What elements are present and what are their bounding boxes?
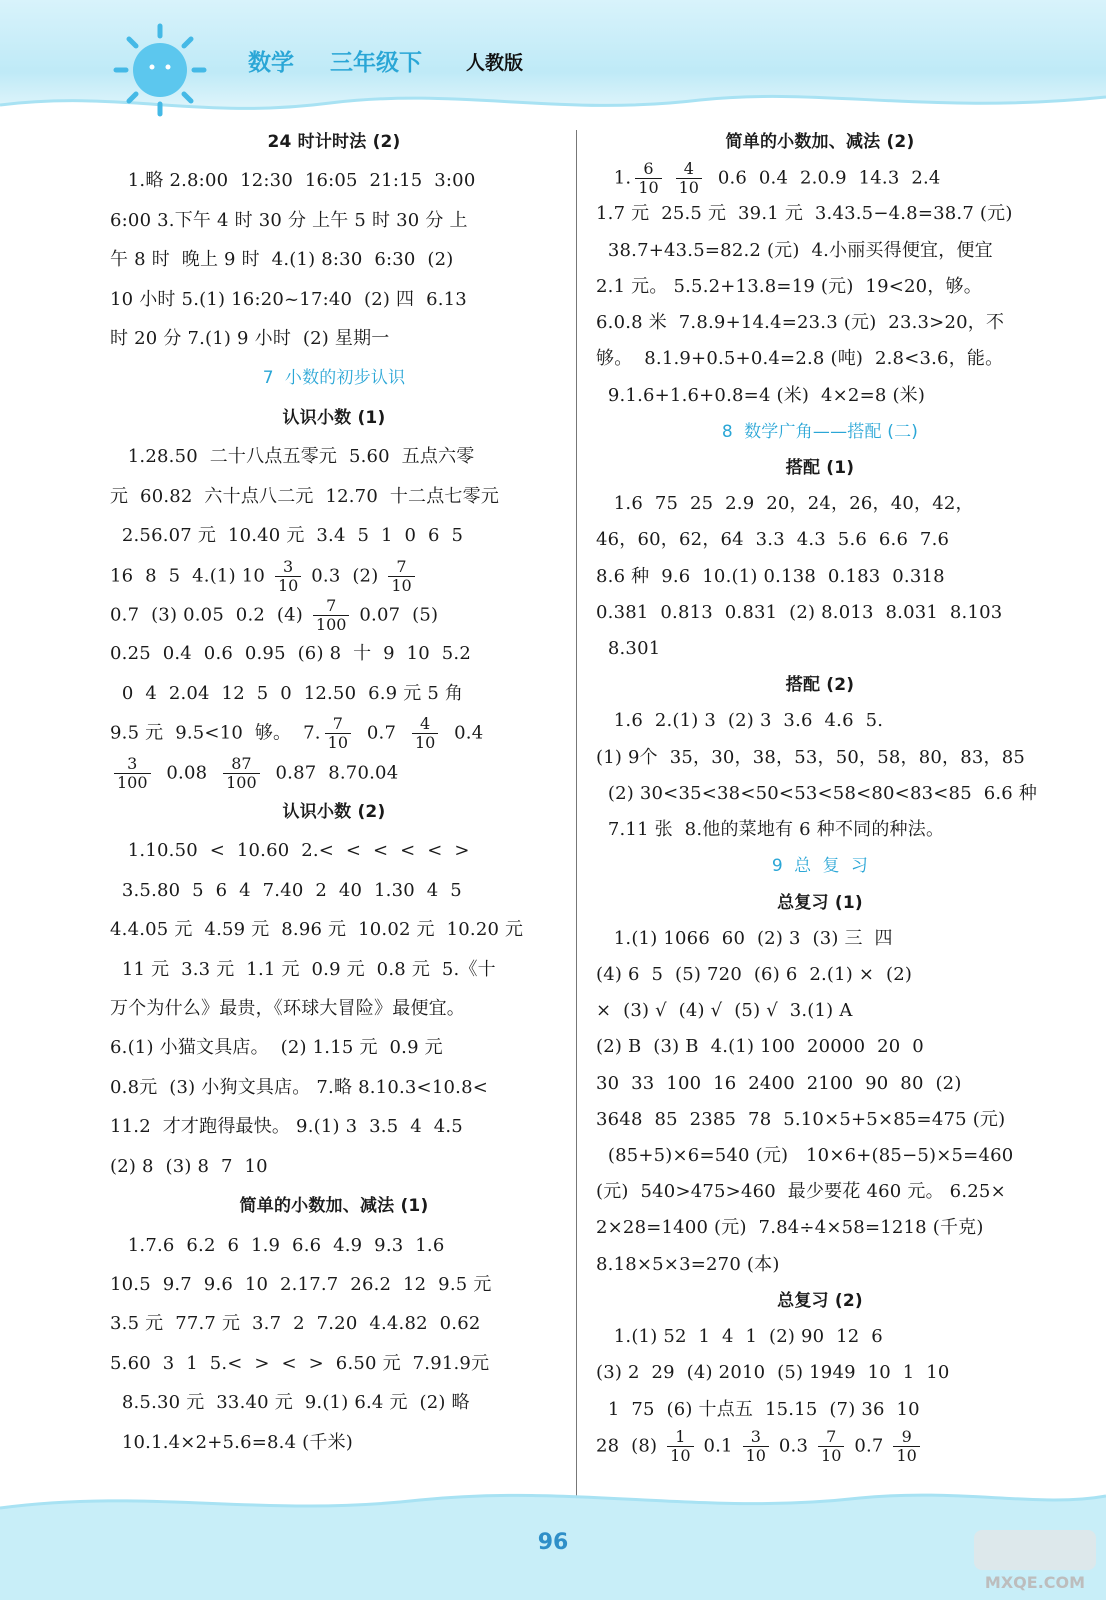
answer-line: 10.1.4×2+5.6=8.4 (千米) (110, 1432, 354, 1453)
answer-line: 10.5 9.7 9.6 10 2.17.7 26.2 12 9.5 元 (110, 1274, 492, 1295)
fraction: $\frac{3}{10}$ (743, 1428, 769, 1465)
answer-line: 0.381 0.813 0.831 (2) 8.013 8.031 8.103 (596, 602, 1003, 623)
sun-icon (112, 22, 208, 118)
section-heading: 9 总 复 习 (771, 856, 869, 876)
answer-line: 28 (8) $\frac{1}{10}$ 0.1 $\frac{3}{10}$ 0.3 $\frac{7}{10}$ 0.7 $\frac{9}{10}$ (596, 1428, 1044, 1465)
answer-line: 1.6 2.(1) 3 (2) 3 3.6 4.6 5. (596, 710, 884, 731)
answer-line: 16 8 5 4.(1) 10 $\frac{3}{10}$ 0.3 (2) $\frac{7}{10}$ (110, 558, 558, 595)
answer-line: 6.(1) 小猫文具店。 (2) 1.15 元 0.9 元 (110, 1037, 443, 1058)
section-heading: 24 时计时法 (2) (267, 132, 401, 152)
section-heading: 总复习 (1) (777, 893, 863, 913)
fraction: $\frac{1}{10}$ (667, 1428, 693, 1465)
page-number: 96 (537, 1530, 569, 1555)
answer-line: 11.2 才才跑得最快。 9.(1) 3 3.5 4 4.5 (110, 1116, 463, 1137)
section-heading: 总复习 (2) (777, 1291, 863, 1311)
answer-line: (1) 9个 35，30，38，53，50，58，80，83，85 (596, 747, 1026, 768)
answer-line: (元) 540>475>460 最少要花 460 元。 6.25× (596, 1181, 1006, 1202)
answer-line: 时 20 分 7.(1) 9 小时 (2) 星期一 (110, 328, 390, 349)
answer-line: 3.5 元 77.7 元 3.7 2 7.20 4.4.82 0.62 (110, 1313, 481, 1334)
fraction: $\frac{7}{10}$ (818, 1428, 844, 1465)
answer-line: 1.(1) 1066 60 (2) 3 (3) 三 四 (596, 928, 893, 949)
section-heading: 7 小数的初步认识 (262, 368, 406, 388)
fraction: $\frac{7}{10}$ (388, 558, 414, 595)
fraction: $\frac{4}{10}$ (412, 715, 438, 752)
subject-title: 数学 (248, 50, 294, 76)
answer-line: 46，60，62，64 3.3 4.3 5.6 6.6 7.6 (596, 529, 950, 550)
section-heading: 简单的小数加、减法 (1) (239, 1196, 429, 1216)
answer-line: 午 8 时 晚上 9 时 4.(1) 8:30 6:30 (2) (110, 249, 454, 270)
answer-line: 万个为什么》最贵，《环球大冒险》最便宜。 (110, 998, 465, 1019)
section-heading: 搭配 (2) (785, 675, 855, 695)
answer-line: × (3) √ (4) √ (5) √ 3.(1) A (596, 1000, 853, 1021)
fraction: $\frac{7}{100}$ (313, 597, 350, 634)
section-heading: 简单的小数加、减法 (2) (725, 132, 915, 152)
answer-line: 元 60.82 六十点八二元 12.70 十二点七零元 (110, 486, 500, 507)
fraction: $\frac{87}{100}$ (223, 755, 260, 792)
answer-line: (2) B (3) B 4.(1) 100 20000 20 0 (596, 1036, 924, 1057)
answer-line: 3648 85 2385 78 5.10×5+5×85=475 (元) (596, 1109, 1006, 1130)
answer-line: 1.(1) 52 1 4 1 (2) 90 12 6 (596, 1326, 883, 1347)
answer-line: 1.28.50 二十八点五零元 5.60 五点六零 (110, 446, 475, 467)
page-header (0, 0, 1106, 120)
answer-line: 够。 8.1.9+0.5+0.4=2.8 (吨) 2.8<3.6，能。 (596, 348, 1004, 369)
fraction: $\frac{9}{10}$ (893, 1428, 919, 1465)
answer-line: 2.1 元。 5.5.2+13.8=19 (元) 19<20，够。 (596, 276, 982, 297)
answer-line: (3) 2 29 (4) 2010 (5) 1949 10 1 10 (596, 1362, 950, 1383)
answer-line: 2×28=1400 (元) 7.84÷4×58=1218 (千克) (596, 1217, 984, 1238)
answer-line: 0 4 2.04 12 5 0 12.50 6.9 元 5 角 (110, 683, 464, 704)
section-heading: 搭配 (1) (785, 458, 855, 478)
answer-line: 8.6 种 9.6 10.(1) 0.138 0.183 0.318 (596, 566, 945, 587)
answer-line: 11 元 3.3 元 1.1 元 0.9 元 0.8 元 5.《十 (110, 959, 496, 980)
answer-line: 9.5 元 9.5<10 够。 7. $\frac{7}{10}$ 0.7 $\frac{4}{10}$ 0.4 (110, 714, 484, 752)
answer-line: 9.1.6+1.6+0.8=4 (米) 4×2=8 (米) (596, 385, 926, 406)
answer-line: 8.18×5×3=270 (本) (596, 1254, 780, 1275)
answer-line: (2) 30<35<38<50<53<58<80<83<85 6.6 种 (596, 783, 1038, 804)
fraction: $\frac{3}{100}$ (114, 755, 151, 792)
section-heading: 认识小数 (2) (282, 802, 386, 822)
answer-line: 10 小时 5.(1) 16:20~17:40 (2) 四 6.13 (110, 289, 467, 310)
column-divider (576, 130, 577, 1498)
fraction: $\frac{3}{10}$ (275, 558, 301, 595)
answer-line: 8.301 (596, 638, 661, 659)
fraction: $\frac{4}{10}$ (676, 160, 702, 197)
answer-line: 38.7+43.5=82.2 (元) 4.小丽买得便宜，便宜 (596, 240, 993, 261)
answer-line: 1 75 (6) 十点五 15.15 (7) 36 10 (596, 1399, 920, 1420)
answer-line: 0.25 0.4 0.6 0.95 (6) 8 十 9 10 5.2 (110, 643, 472, 664)
answer-line: 30 33 100 16 2400 2100 90 80 (2) (596, 1073, 962, 1094)
answer-line: (85+5)×6=540 (元) 10×6+(85−5)×5=460 (596, 1145, 1014, 1166)
edition-label: 人教版 (466, 52, 524, 74)
answer-line: 1. $\frac{6}{10}$ $\frac{4}{10}$ 0.6 0.4 2.0.9 14.3 2.4 (596, 159, 941, 197)
watermark-text: MXQE.COM (984, 1573, 1086, 1592)
answer-line: 2.56.07 元 10.40 元 3.4 5 1 0 6 5 (110, 525, 464, 546)
answer-line: 1.10.50 < 10.60 2.< < < < < > (110, 840, 470, 861)
answer-line: 6:00 3.下午 4 时 30 分 上午 5 时 30 分 上 (110, 210, 468, 231)
answer-line: 1.7 元 25.5 元 39.1 元 3.43.5−4.8=38.7 (元) (596, 203, 1013, 224)
answer-line: 1.6 75 25 2.9 20，24，26，40，42， (596, 493, 974, 514)
answer-line: 3.5.80 5 6 4 7.40 2 40 1.30 4 5 (110, 880, 462, 901)
answer-line: 1.7.6 6.2 6 1.9 6.6 4.9 9.3 1.6 (110, 1235, 445, 1256)
answer-line: (2) 8 (3) 8 7 10 (110, 1156, 268, 1177)
answer-line: 0.8元 (3) 小狗文具店。 7.略 8.10.3<10.8< (110, 1077, 488, 1098)
answer-line: 5.60 3 1 5.< > < > 6.50 元 7.91.9元 (110, 1353, 490, 1374)
fraction: $\frac{6}{10}$ (635, 160, 661, 197)
answer-line: 6.0.8 米 7.8.9+14.4=23.3 (元) 23.3>20，不 (596, 312, 1005, 333)
fraction: $\frac{7}{10}$ (325, 715, 351, 752)
grade-title: 三年级下 (330, 50, 422, 76)
answer-line: (4) 6 5 (5) 720 (6) 6 2.(1) × (2) (596, 964, 913, 985)
answer-line: $\frac{3}{100}$ 0.08 $\frac{87}{100}$ 0.87 8.70.04 (110, 755, 558, 792)
answer-line: 7.11 张 8.他的菜地有 6 种不同的种法。 (596, 819, 945, 840)
answer-line: 4.4.05 元 4.59 元 8.96 元 10.02 元 10.20 元 (110, 919, 524, 940)
answer-line: 0.7 (3) 0.05 0.2 (4) $\frac{7}{100}$ 0.07 (5) (110, 596, 439, 634)
section-heading: 认识小数 (1) (282, 408, 386, 428)
answer-line: 8.5.30 元 33.40 元 9.(1) 6.4 元 (2) 略 (110, 1392, 470, 1413)
answer-line: 1.略 2.8:00 12:30 16:05 21:15 3:00 (110, 170, 476, 191)
section-heading: 8 数学广角——搭配 (二) (721, 422, 919, 442)
watermark-logo (970, 1526, 1100, 1596)
